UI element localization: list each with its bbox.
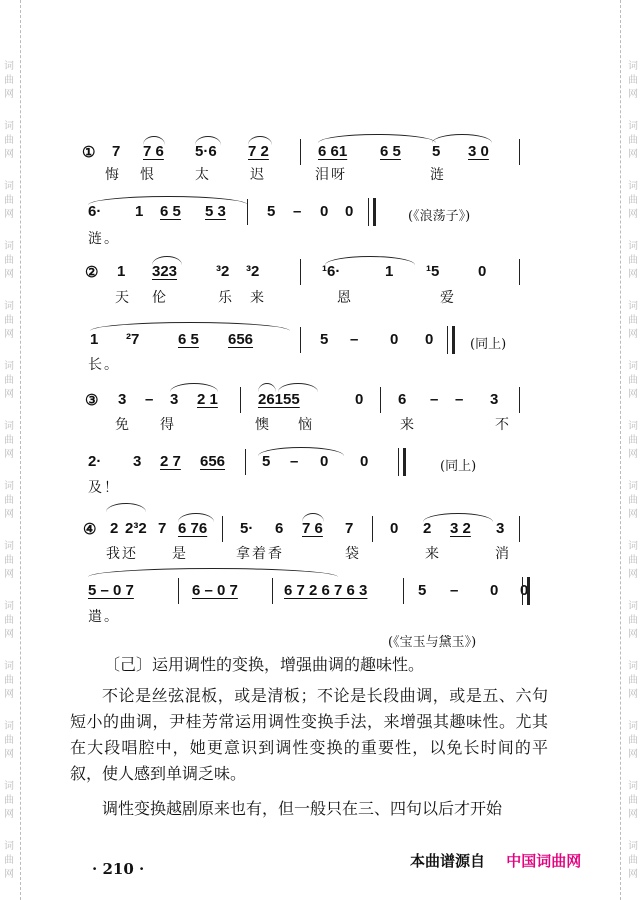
barline	[178, 578, 179, 604]
lyric: 消	[495, 546, 511, 562]
watermark-text: 词 曲 网	[628, 301, 638, 340]
barline	[519, 387, 520, 413]
watermark-text: 词 曲 网	[4, 181, 14, 220]
phrase-number: ①	[82, 144, 96, 161]
phrase-number: ④	[83, 521, 97, 538]
watermark-text: 词 曲 网	[4, 721, 14, 760]
watermark-text: 词 曲 网	[628, 241, 638, 280]
watermark-text: 词 曲 网	[628, 121, 638, 160]
slur	[178, 513, 214, 522]
note: 3	[170, 391, 179, 408]
slur	[318, 134, 436, 143]
watermark-text: 词 曲 网	[628, 781, 638, 820]
note: 5	[432, 143, 441, 160]
watermark-text: 词 曲 网	[628, 661, 638, 700]
lyric: 遣。	[88, 609, 120, 625]
note: 6·	[88, 203, 102, 220]
tune-source-label: (同上)	[470, 337, 507, 352]
note: 7 2	[248, 143, 269, 160]
final-barline	[368, 198, 376, 226]
barline	[240, 387, 241, 413]
watermark-text: 词 曲 网	[628, 601, 638, 640]
note: 5 – 0 7	[88, 582, 134, 599]
tune-source-label: (《浪荡子》)	[408, 209, 471, 224]
note: 2 7	[160, 453, 181, 470]
watermark-text: 词 曲 网	[628, 841, 638, 880]
lyric: 悔	[105, 167, 121, 183]
watermark-text: 词 曲 网	[4, 481, 14, 520]
watermark-text: 词 曲 网	[4, 601, 14, 640]
lyric: 袋	[345, 546, 361, 562]
phrase-number: ②	[85, 264, 99, 281]
slur	[258, 447, 344, 456]
watermark-text: 词 曲 网	[628, 421, 638, 460]
phrase-number: ③	[85, 392, 99, 409]
source-prefix: 本曲谱源自	[410, 852, 486, 870]
note: ¹5	[426, 263, 440, 280]
lyric: 天	[115, 290, 131, 306]
lyric: 涟	[430, 167, 446, 183]
note: –	[430, 391, 439, 408]
page-number: · 210 ·	[92, 860, 145, 878]
left-margin-line	[20, 0, 21, 900]
note: 6 5	[178, 331, 199, 348]
lyric: 恼	[298, 417, 314, 433]
barline	[519, 516, 520, 542]
note: 7 6	[302, 520, 323, 537]
slur	[248, 136, 272, 145]
watermark-text: 词 曲 网	[628, 181, 638, 220]
watermark-text: 词 曲 网	[628, 721, 638, 760]
note: 0	[478, 263, 487, 280]
note: 2³2	[125, 520, 147, 537]
watermark-text: 词 曲 网	[4, 301, 14, 340]
lyric: 我还	[106, 546, 138, 562]
watermark-text: 词 曲 网	[4, 61, 14, 100]
slur	[325, 256, 415, 265]
note: 6 5	[160, 203, 181, 220]
lyric: 涟。	[88, 231, 120, 247]
note: 0	[360, 453, 369, 470]
slur	[88, 568, 338, 577]
note: 0	[345, 203, 354, 220]
slur	[88, 196, 248, 205]
watermark-text: 词 曲 网	[628, 361, 638, 400]
note: 2 1	[197, 391, 218, 408]
lyric: 乐	[218, 290, 234, 306]
lyric: 得	[160, 417, 176, 433]
watermark-text: 词 曲 网	[4, 841, 14, 880]
note: 7	[158, 520, 167, 537]
lyric: 长。	[88, 357, 120, 373]
body-paragraph-2: 调性变换越剧原来也有，但一般只在三、四句以后才开始	[102, 799, 503, 818]
note: 0	[520, 582, 529, 599]
note: ³2	[246, 263, 260, 280]
note: 5·6	[195, 143, 217, 160]
note: 5	[267, 203, 276, 220]
note: 6 5	[380, 143, 401, 160]
note: –	[293, 203, 302, 220]
source-site-link[interactable]: 中国词曲网	[506, 852, 582, 870]
note: 0	[425, 331, 434, 348]
watermark-text: 词 曲 网	[4, 541, 14, 580]
slur	[90, 322, 290, 331]
barline	[380, 387, 381, 413]
note: 323	[152, 263, 178, 280]
note: 2·	[88, 453, 102, 470]
lyric: 来	[400, 417, 416, 433]
note: 3	[118, 391, 127, 408]
slur	[170, 383, 218, 392]
slur	[432, 134, 492, 143]
note: 0	[320, 203, 329, 220]
note: 3	[496, 520, 505, 537]
note: 7	[112, 143, 121, 160]
lyric: 泪呀	[315, 167, 347, 183]
slur	[302, 513, 324, 522]
lyric: 拿着香	[236, 546, 284, 562]
lyric: 伦	[152, 290, 168, 306]
lyric: 爱	[440, 290, 456, 306]
lyric: 懊	[255, 417, 271, 433]
note: ¹6·	[322, 263, 341, 280]
barline	[519, 139, 520, 165]
note: 3 2	[450, 520, 471, 537]
right-margin-line	[620, 0, 621, 900]
lyric: 恨	[140, 167, 156, 183]
note: 2	[423, 520, 432, 537]
section-heading: 〔己〕运用调性的变换，增强曲调的趣味性。	[104, 655, 425, 674]
body-paragraph-1: 不论是丝弦混板，或是清板；不论是长段曲调，或是五、六句短小的曲调，尹桂芳常运用调性变换手法，来增强其趣味性。尤其在大段唱腔中，她更意识到调性变换的重要性，以免长时间的平叙，使人感到单调乏味。	[70, 686, 548, 783]
slur	[106, 503, 146, 512]
watermark-text: 词 曲 网	[4, 421, 14, 460]
tune-source-label: (同上)	[440, 459, 477, 474]
note: 2	[110, 520, 119, 537]
note: 6 76	[178, 520, 208, 537]
watermark-text: 词 曲 网	[4, 661, 14, 700]
note: 0	[390, 331, 399, 348]
note: 7 6	[143, 143, 164, 160]
note: 1	[90, 331, 99, 348]
note: 0	[320, 453, 329, 470]
slur	[195, 136, 221, 145]
watermark-text: 词 曲 网	[4, 781, 14, 820]
note: –	[290, 453, 299, 470]
note: 3	[490, 391, 499, 408]
note: 7	[345, 520, 354, 537]
note: 3	[133, 453, 142, 470]
note: –	[145, 391, 154, 408]
watermark-text: 词 曲 网	[628, 541, 638, 580]
barline	[372, 516, 373, 542]
barline	[300, 259, 301, 285]
lyric: 迟	[250, 167, 266, 183]
note: –	[450, 582, 459, 599]
note: 6 7 2 6 7 6 3	[284, 582, 368, 599]
final-barline	[398, 448, 406, 476]
watermark-text: 词 曲 网	[4, 121, 14, 160]
barline	[222, 516, 223, 542]
slur	[423, 513, 493, 522]
note: 6	[275, 520, 284, 537]
barline	[519, 259, 520, 285]
lyric: 来	[425, 546, 441, 562]
slur	[152, 256, 182, 265]
watermark-text: 词 曲 网	[4, 241, 14, 280]
slur	[278, 383, 318, 392]
note: 26155	[258, 391, 300, 408]
lyric: 是	[172, 546, 188, 562]
note: 6	[398, 391, 407, 408]
lyric: 免	[115, 417, 131, 433]
tune-source-label: (《宝玉与黛玉》)	[388, 635, 477, 650]
lyric: 恩	[337, 290, 353, 306]
note: 5	[262, 453, 271, 470]
watermark-text: 词 曲 网	[628, 481, 638, 520]
note: 1	[117, 263, 126, 280]
source-credit	[410, 850, 581, 871]
barline	[300, 139, 301, 165]
final-barline	[522, 577, 530, 605]
barline	[272, 578, 273, 604]
note: 6 – 0 7	[192, 582, 238, 599]
note: 1	[385, 263, 394, 280]
lyric: 来	[250, 290, 266, 306]
note: ²7	[126, 331, 140, 348]
note: –	[350, 331, 359, 348]
watermark-text: 词 曲 网	[4, 361, 14, 400]
lyric: 不	[495, 417, 511, 433]
note: 1	[135, 203, 144, 220]
note: 5·	[240, 520, 254, 537]
note: 0	[490, 582, 499, 599]
barline	[300, 327, 301, 353]
note: 5 3	[205, 203, 226, 220]
slur	[258, 383, 276, 392]
note: 0	[355, 391, 364, 408]
note: 3 0	[468, 143, 489, 160]
note: ³2	[216, 263, 230, 280]
note: 6 61	[318, 143, 348, 160]
slur	[143, 136, 165, 145]
note: 656	[228, 331, 254, 348]
note: –	[455, 391, 464, 408]
lyric: 及！	[88, 480, 120, 496]
watermark-text: 词 曲 网	[628, 61, 638, 100]
barline	[403, 578, 404, 604]
note: 656	[200, 453, 226, 470]
note: 5	[320, 331, 329, 348]
final-barline	[447, 326, 455, 354]
note: 0	[390, 520, 399, 537]
barline	[245, 449, 246, 475]
note: 5	[418, 582, 427, 599]
lyric: 太	[195, 167, 211, 183]
